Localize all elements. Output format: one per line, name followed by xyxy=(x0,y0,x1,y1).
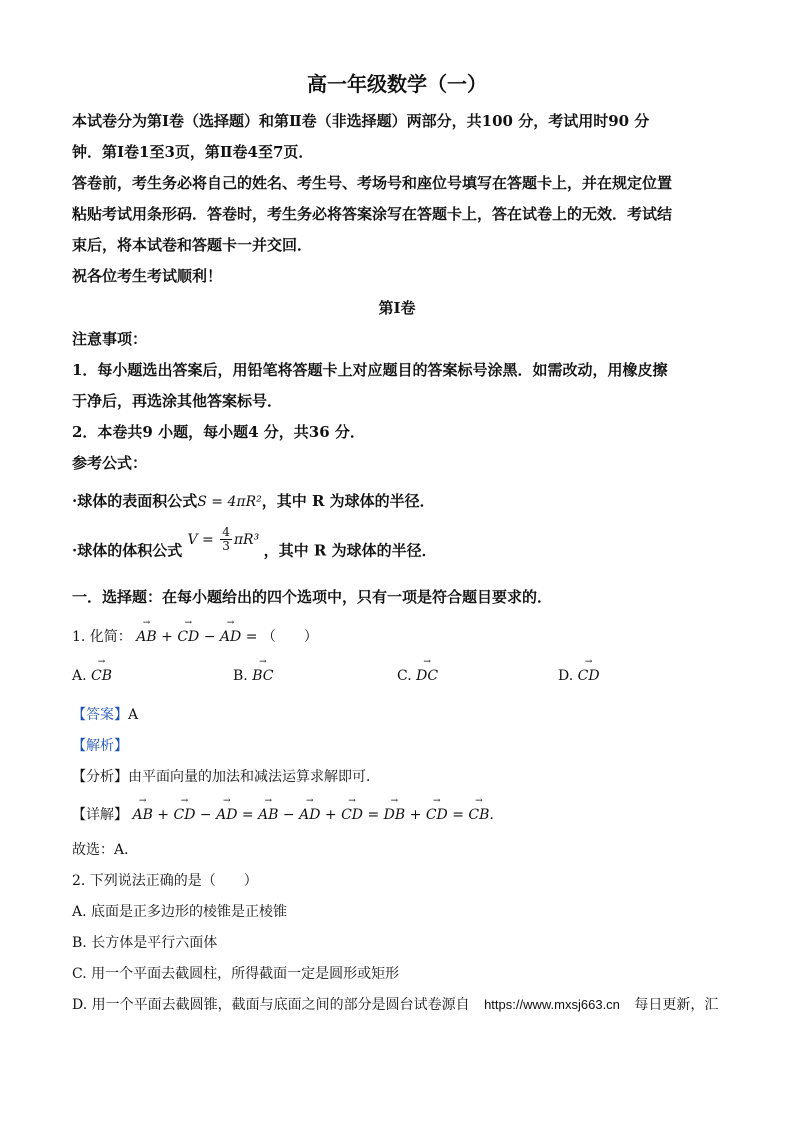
q1-option-b[interactable] xyxy=(233,668,273,684)
q1-fenxi xyxy=(72,766,380,786)
source-note: 试卷源自 xyxy=(413,997,470,1013)
intro-line-5: 束后，将本试卷和答题卡一并交回． xyxy=(72,236,313,254)
detail-expression: → AB + → CD − → AD = → AB − → AD + → CD = → DB + → CD = → CB. xyxy=(132,807,493,823)
option-vector: → CD xyxy=(578,668,600,684)
source-url-link[interactable]: https://www.mxsj663.cn xyxy=(484,997,620,1012)
surface-area-line xyxy=(72,490,435,511)
q2-option-c[interactable]: C. 用一个平面去截圆柱，所得截面一定是圆形或矩形 xyxy=(72,966,400,982)
volume-line xyxy=(72,525,437,565)
section-title: 第Ⅰ卷 xyxy=(378,299,416,317)
surface-suffix: ，其中 R 为球体的半径． xyxy=(261,492,435,510)
fraction-denominator: 3 xyxy=(222,539,230,553)
notes-item-1-line-2: 于净后，再选涂其他答案标号． xyxy=(72,392,283,410)
surface-prefix: ·球体的表面积公式 xyxy=(72,492,198,510)
detail-vector: → CB xyxy=(468,807,489,823)
q2-option-d[interactable]: D. 用一个平面去截圆锥，截面与底面之间的部分是圆台 xyxy=(72,997,414,1013)
q1-option-c[interactable] xyxy=(397,668,438,684)
option-vector: → CB xyxy=(91,668,112,684)
vector-ab: → AB xyxy=(136,629,156,645)
part-one-heading: 一．选择题：在每小题给出的四个选项中，只有一项是符合题目要求的． xyxy=(72,588,553,606)
q1-stem xyxy=(72,626,318,646)
volume-suffix: ，其中 R 为球体的半径． xyxy=(263,541,437,560)
formulas-heading: 参考公式： xyxy=(72,454,148,472)
option-vector: → DC xyxy=(416,668,438,684)
surface-formula: S = 4πR² xyxy=(197,494,262,510)
q1-option-d[interactable] xyxy=(558,668,600,684)
volume-fraction xyxy=(220,526,232,553)
q2-stem: 2. 下列说法正确的是（ ） xyxy=(72,873,258,889)
notes-item-1-line-1: 1．每小题选出答案后，用铅笔将答题卡上对应题目的答案标号涂黑．如需改动，用橡皮擦 xyxy=(72,361,668,379)
fenxi-tag: 【分析】 xyxy=(72,769,128,785)
q1-answer xyxy=(72,704,138,724)
fraction-numerator: 4 xyxy=(222,525,230,539)
notes-item-2: 2．本卷共9 小题，每小题4 分，共36 分． xyxy=(72,423,365,441)
detail-vector: → AD xyxy=(299,807,320,823)
volume-rhs: πR³ xyxy=(233,531,260,548)
intro-line-1: 本试卷分为第Ⅰ卷（选择题）和第Ⅱ卷（非选择题）两部分，共100 分，考试用时90 分 xyxy=(72,112,650,130)
detail-vector: → CD xyxy=(341,807,363,823)
option-vector: → BC xyxy=(252,668,273,684)
q1-expression: → AB + → CD − → AD xyxy=(136,629,245,645)
update-note: 每日更新，汇 xyxy=(634,997,719,1013)
q1-stem-suffix: = （ ） xyxy=(245,629,318,645)
intro-line-6: 祝各位考生考试顺利！ xyxy=(72,267,223,285)
q2-option-d-line xyxy=(72,994,732,1014)
volume-prefix: ·球体的体积公式 xyxy=(72,541,183,560)
option-letter: B. xyxy=(233,668,248,684)
intro-line-2: 钟．第Ⅰ卷1至3页，第Ⅱ卷4至7页． xyxy=(72,143,314,161)
detail-vector: → CD xyxy=(426,807,448,823)
vector-cd: → CD xyxy=(177,629,199,645)
detail-vector: → AD xyxy=(216,807,237,823)
q1-detail xyxy=(72,804,494,824)
detail-vector: → AB xyxy=(132,807,152,823)
detail-vector: → AB xyxy=(258,807,278,823)
vector-ad: → AD xyxy=(220,629,241,645)
volume-lhs: V = xyxy=(187,531,214,548)
answer-tag: 【答案】 xyxy=(72,707,128,723)
option-letter: D. xyxy=(558,668,574,684)
notes-heading: 注意事项： xyxy=(72,330,148,348)
intro-line-4: 粘贴考试用条形码．答卷时，考生务必将答案涂写在答题卡上，答在试卷上的无效．考试结 xyxy=(72,205,673,223)
intro-line-3: 答卷前，考生务必将自己的姓名、考生号、考场号和座位号填写在答题卡上，并在规定位置 xyxy=(72,174,673,192)
q1-choose: 故选：A． xyxy=(72,842,139,858)
option-letter: C. xyxy=(397,668,412,684)
q2-option-b[interactable]: B. 长方体是平行六面体 xyxy=(72,935,218,951)
detail-vector: → CD xyxy=(174,807,196,823)
volume-formula xyxy=(187,525,263,553)
answer-value: A xyxy=(128,707,139,723)
option-letter: A. xyxy=(72,668,87,684)
q2-option-a[interactable]: A. 底面是正多边形的棱锥是正棱锥 xyxy=(72,904,288,920)
q1-analysis-tag: 【解析】 xyxy=(72,738,128,754)
q1-stem-prefix: 1. 化简： xyxy=(72,629,132,645)
detail-tag: 【详解】 xyxy=(72,807,128,823)
detail-vector: → DB xyxy=(384,807,406,823)
fenxi-text: 由平面向量的加法和减法运算求解即可． xyxy=(128,769,380,785)
q1-option-a[interactable] xyxy=(72,668,112,684)
page-title: 高一年级数学（一） xyxy=(307,72,487,96)
